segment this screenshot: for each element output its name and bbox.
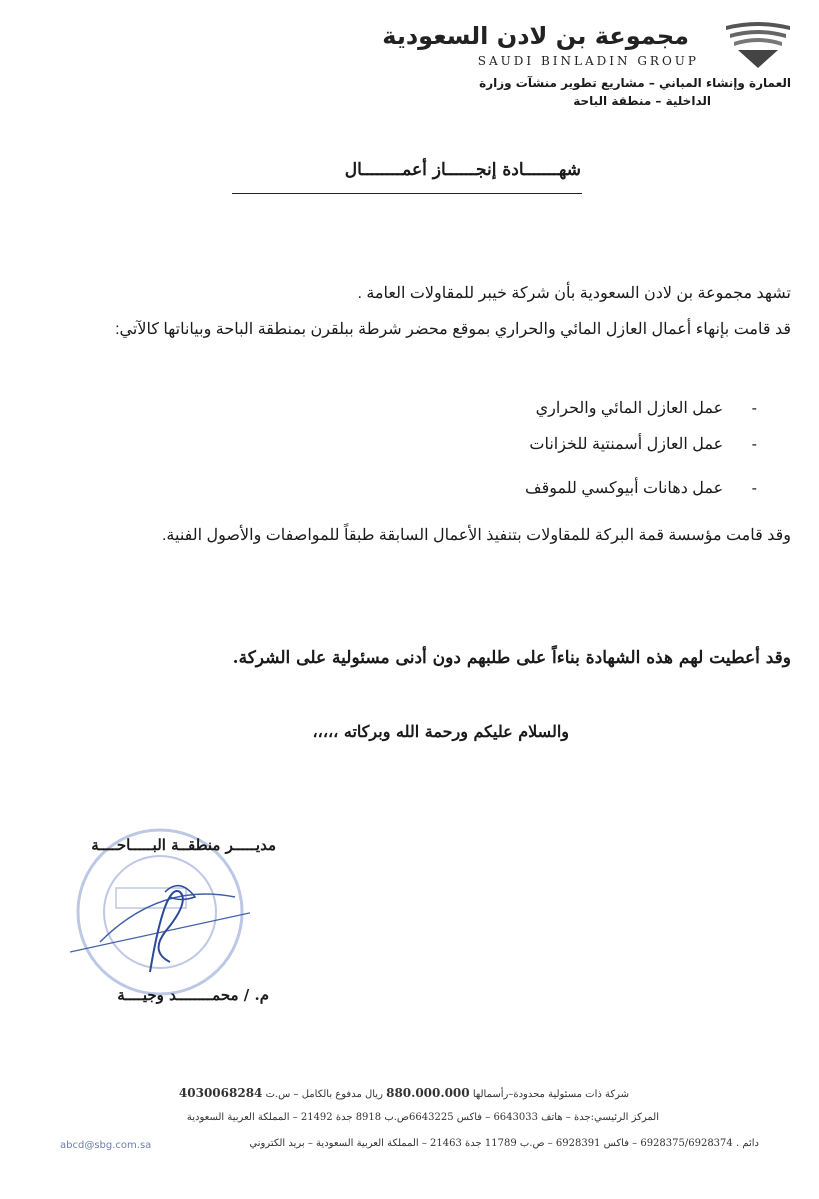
footer-line-2: المركز الرئيسي:جدة – هاتف 6643033 – فاكس 6643225ص.ب 8918 جدة 21492 – المملكة العربية السعودية [186, 1112, 659, 1123]
bullet-marker: - [751, 436, 757, 453]
footer-capital-note: ريال مدفوع بالكامل – س.ت [265, 1089, 383, 1100]
signer-name: م. / محمــــــــد وجيــــة [117, 986, 269, 1004]
department-line-1: العمارة وإنشاء المباني – مشاريع تطوير منشآت وزارة [479, 76, 791, 90]
department-line-2: الداخلية – منطقة الباحة [573, 94, 711, 108]
list-item-text: عمل دهانات أبيوكسي للموقف [525, 480, 724, 497]
work-paragraph: قد قامت بإنهاء أعمال العازل المائي والحراري بموقع محضر شرطة ببلقرن بمنطقة الباحة وبياناتها كالآتي: [115, 321, 791, 338]
closing-statement: وقد أعطيت لهم هذه الشهادة بناءاً على طلبهم دون أدنى مسئولية على الشركة. [232, 648, 791, 668]
list-item-text: عمل العازل المائي والحراري [535, 400, 724, 417]
bullet-marker: - [751, 400, 757, 417]
list-item-text: عمل العازل أسمنتية للخزانات [529, 436, 724, 453]
intro-paragraph: تشهد مجموعة بن لادن السعودية بأن شركة خيبر للمقاولات العامة . [357, 285, 791, 302]
footer-email-link[interactable]: abcd@sbg.com.sa [60, 1140, 152, 1151]
brand-name-english: SAUDI BINLADIN GROUP [477, 54, 699, 68]
list-item [525, 478, 757, 498]
footer-line-1 [179, 1086, 629, 1100]
sbg-logo-icon [724, 18, 792, 70]
footer-cr-number: 4030068284 [178, 1086, 263, 1100]
list-item [536, 398, 757, 418]
footer-capital: 880.000.000 [386, 1086, 470, 1100]
document-title: شهـــــــادة إنجــــــاز أعمــــــــال [344, 160, 581, 180]
footer-company-type: شركة ذات مسئولية محدودة–رأسمالها [472, 1089, 629, 1100]
footer-line-3: دائم . 6928375/6928374 – فاكس 6928391 – ص.ب 11789 جدة 21463 – المملكة العربية السعودية – بريد الكتروني [249, 1138, 759, 1149]
closing-greeting: والسلام عليكم ورحمة الله وبركاته ،،،،، [312, 722, 569, 741]
execution-paragraph: وقد قامت مؤسسة قمة البركة للمقاولات بتنفيذ الأعمال السابقة طبقاً للمواصفات والأصول الفنية. [161, 527, 791, 544]
brand-name-arabic: مجموعة بن لادن السعودية [382, 22, 689, 50]
list-item [529, 434, 757, 454]
signer-title: مديـــــر منطقــة البـــــاحــــة [91, 836, 276, 854]
title-underline [232, 193, 582, 194]
bullet-marker: - [751, 480, 757, 497]
